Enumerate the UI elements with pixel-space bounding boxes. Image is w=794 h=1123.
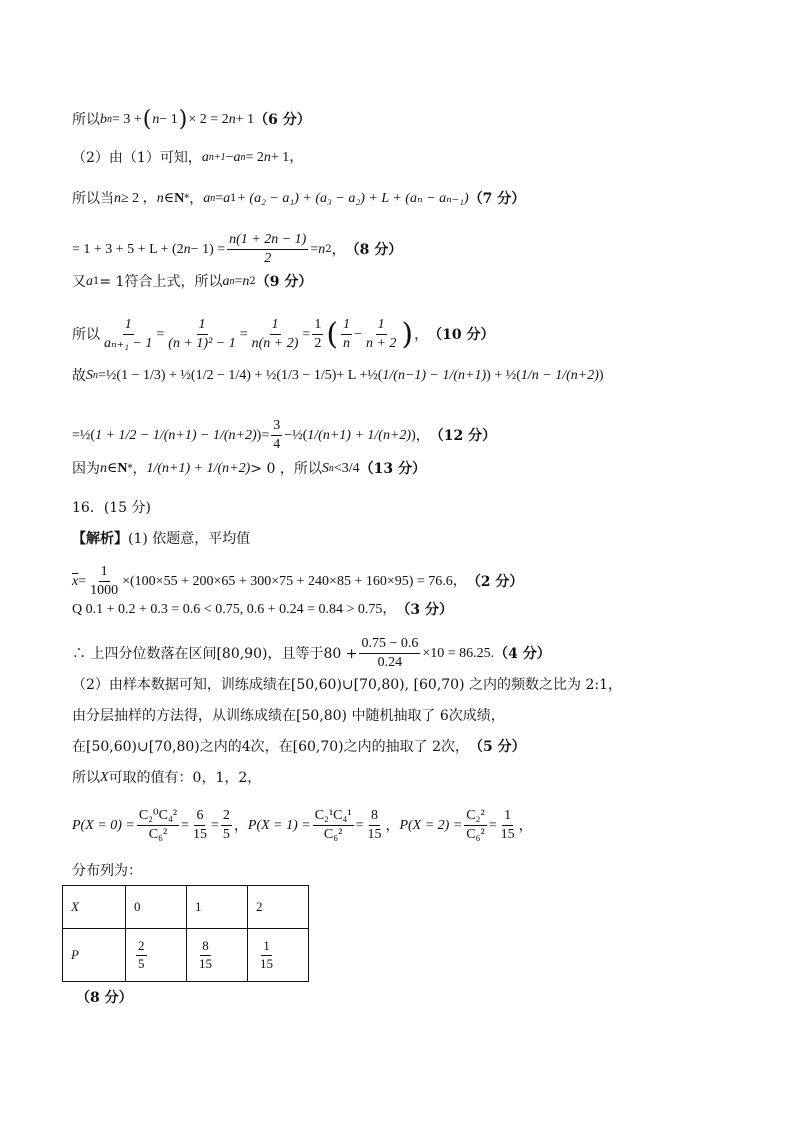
line-cumulative-check: Q 0.1 + 0.2 + 0.3 = 0.6 < 0.75, 0.6 + 0.24 = 0.84 > 0.75， （3 分）	[72, 602, 454, 618]
line-x-values: 所以 X 可取的值有：0，1，2，	[72, 770, 262, 786]
line-partial-fraction: 所以 $\frac{1}{\text{aₙ₊₁ − 1}}$ = $\frac{1}{\text{(n + 1)² − 1}}$ = $\frac{1}{n(n + 2)}$ = $\frac{1}{2}$ ( 1 n − $\frac{1}{n + 2}$ ) ， （10 分）	[72, 316, 495, 352]
score-mark: （2 分）	[466, 573, 524, 590]
table-row: P $\frac{2}{5}$ $\frac{8}{15}$ $\frac{1}{15}$	[63, 929, 309, 982]
line-a1-check: 又 a 1 = 1符合上式，所以 a n = n 2 （9 分）	[72, 274, 313, 290]
fraction: $\frac{1}{1000}$	[90, 564, 119, 599]
fraction: 1 n	[343, 317, 351, 352]
score-mark: （5 分）	[469, 739, 526, 755]
fraction: $\frac{8}{15}$	[367, 808, 382, 843]
fraction: $\frac{1}{\text{aₙ₊₁ − 1}}$	[104, 317, 153, 352]
line-final-score	[76, 991, 133, 1005]
fraction: $\frac{6}{15}$	[192, 808, 207, 843]
fraction: $\frac{3}{4}$	[273, 418, 281, 453]
score-mark: （8 分）	[76, 990, 133, 1006]
fraction: $\frac{\text{C₂¹C₄¹}}{\text{C₆²}}$	[314, 808, 352, 843]
line-frequency-ratio: （2）由样本数据可知，训练成绩在[50,60)∪[70,80), [60,70) 之内的频数之比为 2:1，	[72, 677, 622, 693]
line-distribution-heading: 分布列为：	[72, 863, 142, 879]
question-16-header: 16．(15 分)	[72, 500, 152, 516]
line-telescoping-sum: 所以当 n ≥ 2 ， n ∈ N * ， a n = a 1 + (a₂ − a₁) + (a₃ − a₂) + L + (aₙ − aₙ₋₁) （7 分）	[72, 191, 526, 207]
line-conclusion-sn: 因为 n ∈ N * ， 1/(n+1) + 1/(n+2) > 0 ，所以 S n < 3/4 （13 分）	[72, 461, 426, 477]
score-mark: （8 分）	[345, 241, 403, 258]
line-sample-counts: 在[50,60)∪[70,80)之内的4次，在[60,70)之内的抽取了 2次， （5 分）	[72, 739, 526, 755]
fraction: $\frac{1}{15}$	[260, 937, 273, 971]
line-b-n-formula: 所以 b n = 3 + ( n − 1 ) × 2 = 2 n + 1 （6 分）	[72, 107, 311, 132]
line-analysis-start: 【解析】 (1) 依题意，平均值	[72, 531, 251, 547]
score-mark: （6 分）	[254, 112, 311, 128]
score-mark: （12 分）	[429, 427, 497, 444]
line-sn-expansion: 故 S n = ½( 1 − 1/3 ) + ½( 1/2 − 1/4 ) + ½( 1/3 − 1/5 ) + L + ½( 1/(n−1) − 1/(n+1) ) + ½( 1/n − 1/(n+2) )	[72, 368, 604, 384]
score-mark: （9 分）	[255, 274, 313, 290]
fraction: $\frac{1}{15}$	[500, 808, 515, 843]
fraction: $\frac{\text{C₂⁰C₄²}}{\text{C₆²}}$	[138, 808, 178, 843]
table-row: X 0 1 2	[63, 886, 309, 929]
score-mark: （3 分）	[396, 602, 454, 618]
score-mark: （4 分）	[494, 645, 551, 662]
fraction: $\frac{1}{2}$	[314, 317, 322, 352]
fraction: $\frac{0.75 - 0.6}{0.24}$	[361, 636, 419, 671]
line-sum-evaluation: = 1 + 3 + 5 + L + (2 n − 1) = $\frac{n(1 + 2n - 1)}{2}$ = n 2 ， （8 分）	[72, 232, 403, 267]
fraction: $\frac{n(1 + 2n - 1)}{2}$	[229, 232, 307, 267]
score-mark: （7 分）	[468, 191, 526, 207]
fraction: $\frac{2}{5}$	[222, 808, 230, 843]
fraction: $\frac{1}{\text{(n + 1)² − 1}}$	[168, 317, 236, 352]
line-probabilities: P(X = 0) = $\frac{\text{C₂⁰C₄²}}{\text{C₆²}}$ = $\frac{6}{15}$ = $\frac{2}{5}$ ， P(X = 1) = $\frac{\text{C₂¹C₄¹}}{\text{C₆²}}$ = $\frac{8}{15}$ ， P(X = 2) = $\frac{\text{C₂²}}{\text{C₆²}}$ = $\frac{1}{15}$ ，	[72, 808, 533, 843]
fraction: $\frac{8}{15}$	[199, 937, 212, 971]
fraction: $\frac{1}{n(n + 2)}$	[251, 317, 299, 352]
line-upper-quartile: ∴ 上四分位数落在区间[80,90)，且等于80 + $\frac{0.75 - 0.6}{0.24}$ ×10 = 86.25. （4 分）	[72, 636, 551, 671]
score-mark: （13 分）	[359, 461, 426, 477]
fraction: $\frac{2}{5}$	[138, 937, 145, 971]
fraction: $\frac{1}{n + 2}$	[365, 317, 397, 352]
fraction: $\frac{\text{C₂²}}{\text{C₆²}}$	[466, 808, 485, 843]
line-sn-simplified: = ½( 1 + 1/2 − 1/(n+1) − 1/(n+2) ) = $\frac{3}{4}$ − ½( 1/(n+1) + 1/(n+2) ) ， （12 分）	[72, 418, 497, 453]
distribution-table	[62, 885, 309, 982]
line-stratified-sampling: 由分层抽样的方法得，从训练成绩在[50,80) 中随机抽取了 6次成绩，	[72, 708, 505, 724]
line-part2-intro: （2）由（1）可知， a n+1 − a n = 2 n + 1，	[72, 150, 304, 166]
score-mark: （10 分）	[428, 326, 495, 343]
line-mean-calculation: $\overline{x}$ = $\frac{1}{1000}$ ×(100×55 + 200×65 + 300×75 + 240×85 + 160×95) = 76.6， （2 分）	[72, 564, 524, 599]
